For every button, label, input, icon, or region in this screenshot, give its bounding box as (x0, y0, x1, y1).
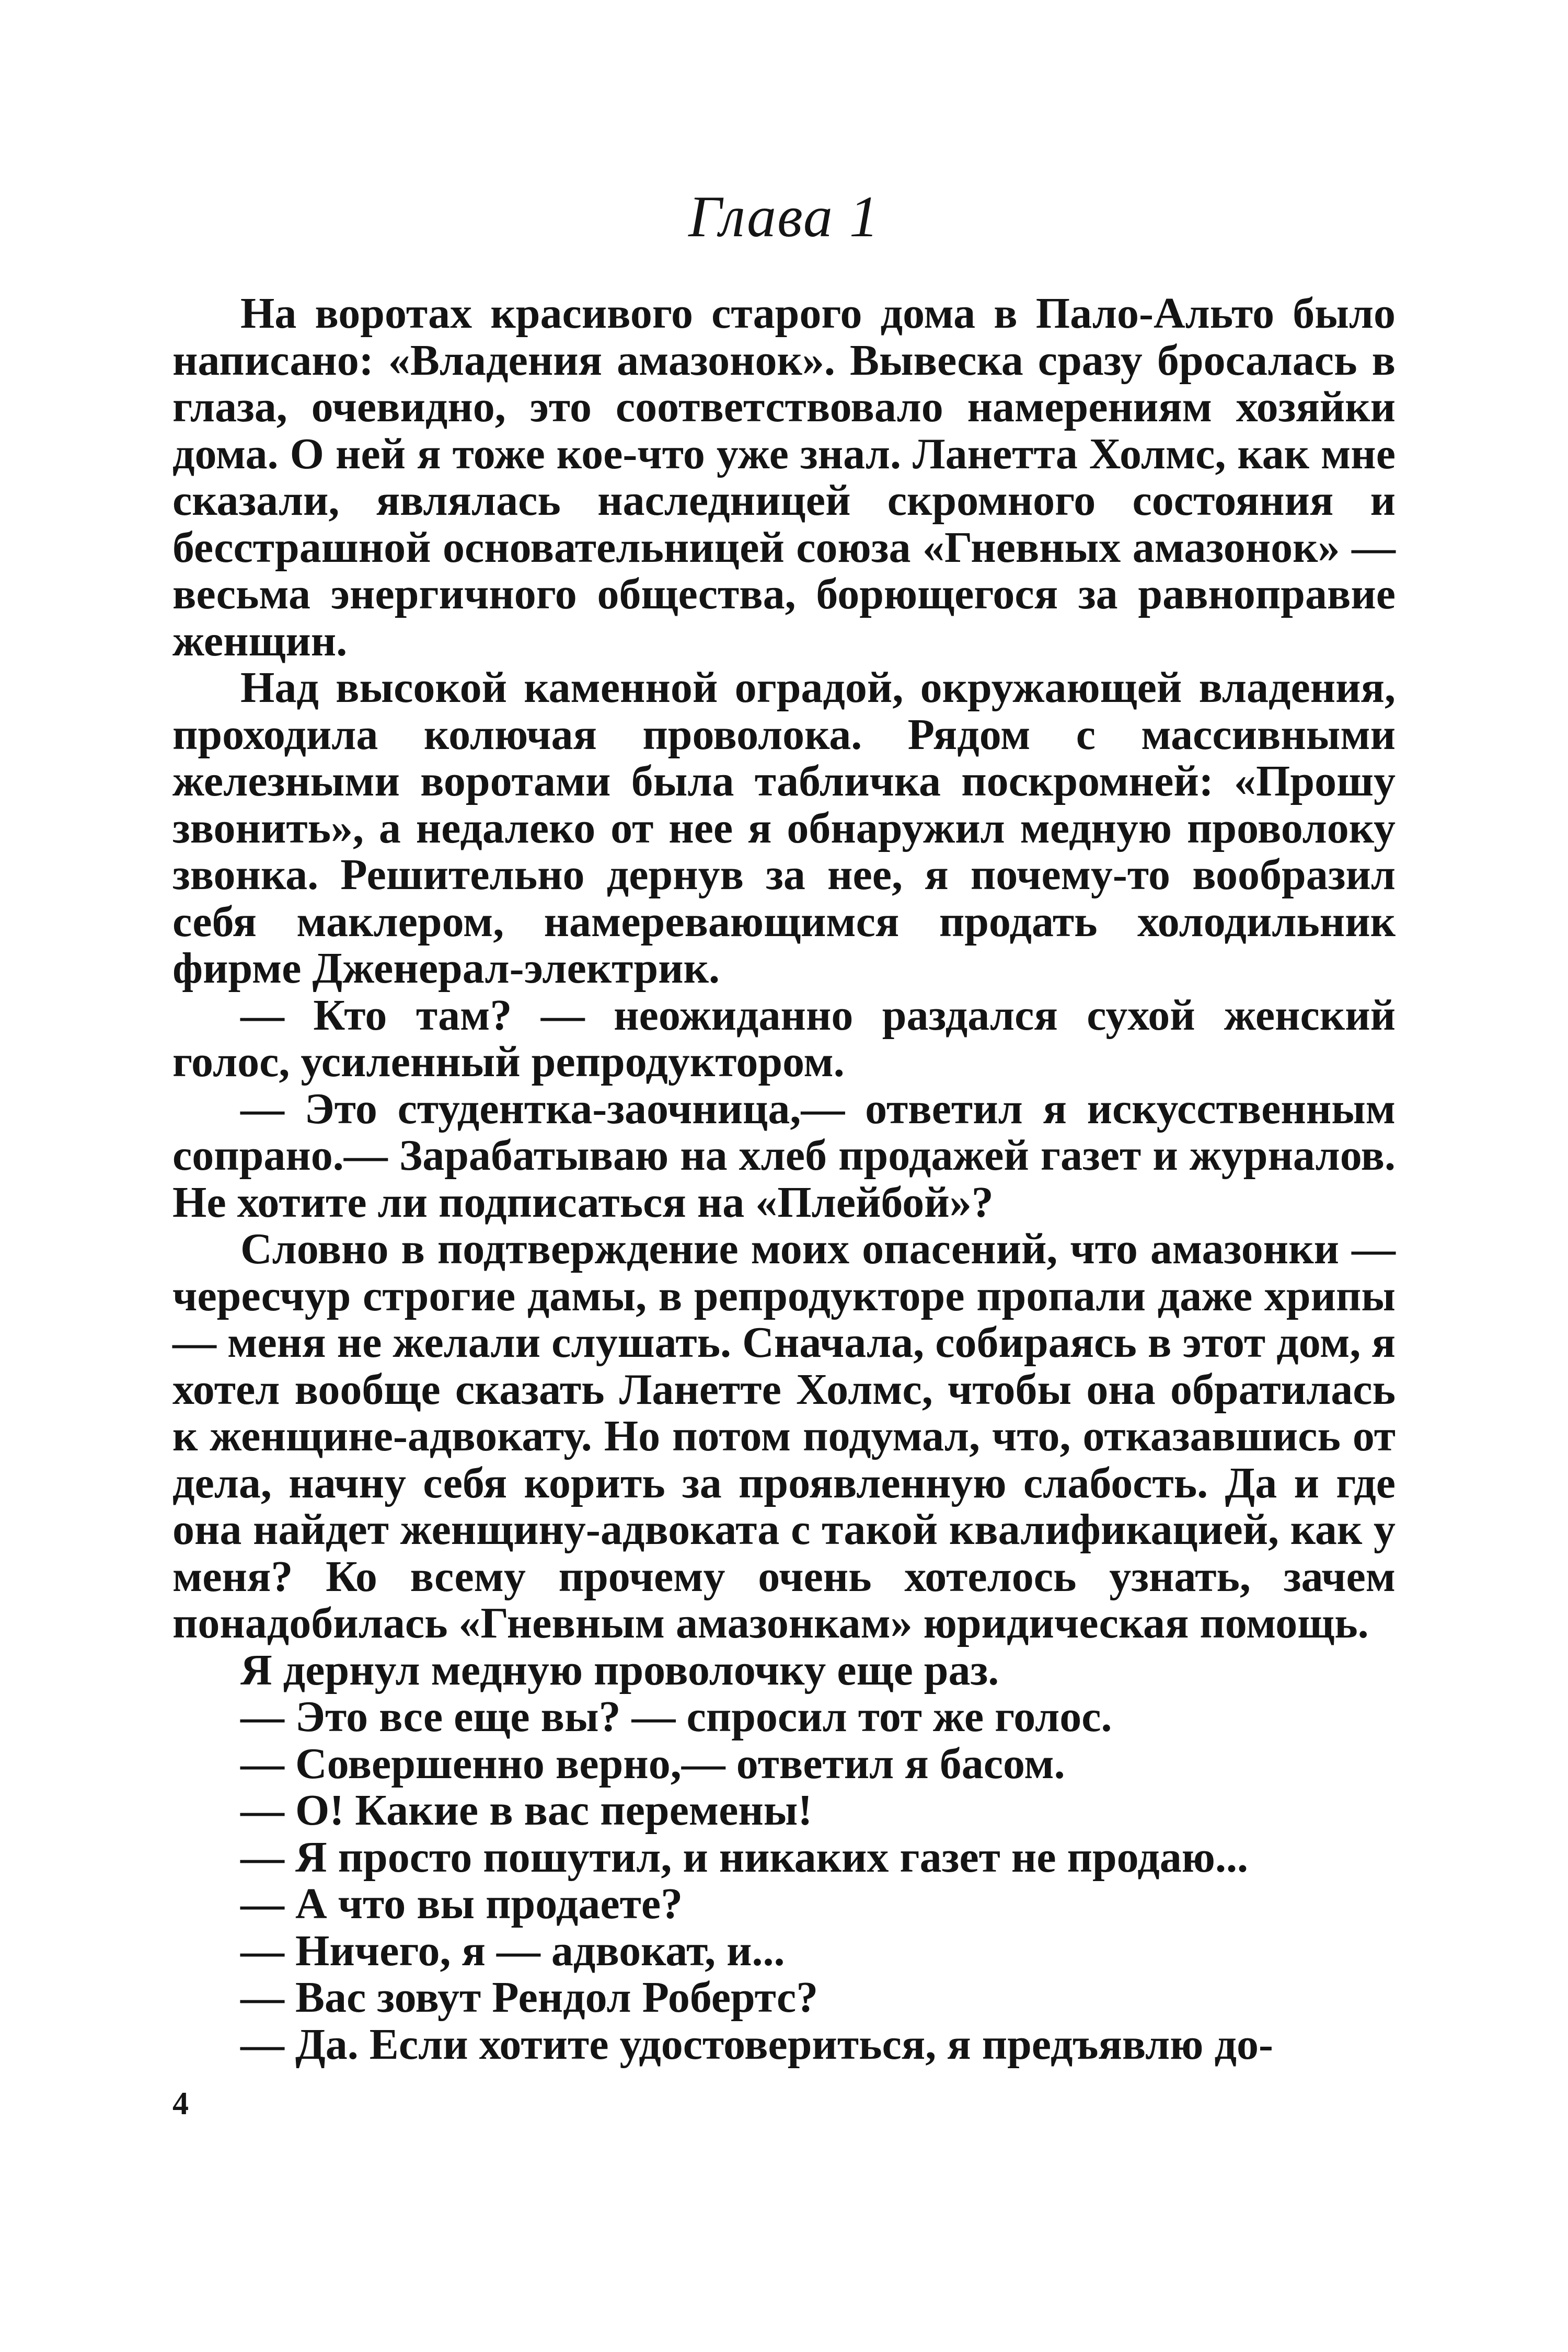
paragraph: На воротах красивого старого дома в Пало-Альто было написано: «Владения амазонок». Вывеска сразу бросалась в глаза, очевидно, это соответствовало намерениям хозяйки дома. О ней я тоже кое-что уже знал. Ланетта Холмс, как мне сказали, являлась наследницей скромного состояния и бесстрашной основательницей союза «Гневных амазонок» — весьма энергичного общества, борющегося за равноправие женщин. (172, 289, 1396, 665)
dialogue-line: — Да. Если хотите удостовериться, я предъявлю до- (240, 2020, 1273, 2069)
dialogue-line: — Ничего, я — адвокат, и... (240, 1926, 785, 1975)
paragraph: Словно в подтверждение моих опасений, что амазонки — чересчур строгие дамы, в репродукторе пропали даже хрипы — меня не желали слушать. Сначала, собираясь в этот дом, я хотел вообще сказать Ланетте Холмс, чтобы она обратилась к женщине-адвокату. Но потом подумал, что, отказавшись от дела, начну себя корить за проявленную слабость. Да и где она найдет женщину-адвоката с такой квалификацией, как у меня? Ко всему прочему очень хотелось узнать, зачем понадобилась «Гневным амазонкам» юридическая помощь. (172, 1225, 1396, 1647)
dialogue-line: — Это студентка-заочница,— ответил я искусственным сопрано.— Зарабатываю на хлеб продажей газет и журналов. Не хотите ли подписаться на «Плейбой»? (172, 1084, 1396, 1227)
dialogue-line: — Вас зовут Рендол Робертс? (240, 1973, 818, 2022)
paragraph: Я дернул медную проволочку еще раз. (240, 1645, 999, 1694)
dialogue-line: — А что вы продаете? (240, 1880, 683, 1928)
paragraph: Над высокой каменной оградой, окружающей владения, проходила колючая проволока. Рядом с массивными железными воротами была табличка поскромней: «Прошу звонить», а недалеко от нее я обнаружил медную проволоку звонка. Решительно дернув за нее, я почему-то вообразил себя маклером, намеревающимся продать холодильник фирме Дженерал-электрик. (172, 663, 1396, 993)
chapter-body-text (172, 290, 1396, 2068)
dialogue-line: — Совершенно верно,— ответил я басом. (240, 1739, 1065, 1788)
dialogue-line: — О! Какие в вас перемены! (240, 1786, 813, 1835)
page-number: 4 (172, 2086, 189, 2122)
dialogue-line: — Я просто пошутил, и никаких газет не продаю... (240, 1832, 1248, 1882)
dialogue-line: — Кто там? — неожиданно раздался сухой женский голос, усиленный репродуктором. (172, 990, 1396, 1086)
dialogue-line: — Это все еще вы? — спросил тот же голос. (240, 1692, 1112, 1741)
chapter-title: Глава 1 (688, 185, 880, 249)
